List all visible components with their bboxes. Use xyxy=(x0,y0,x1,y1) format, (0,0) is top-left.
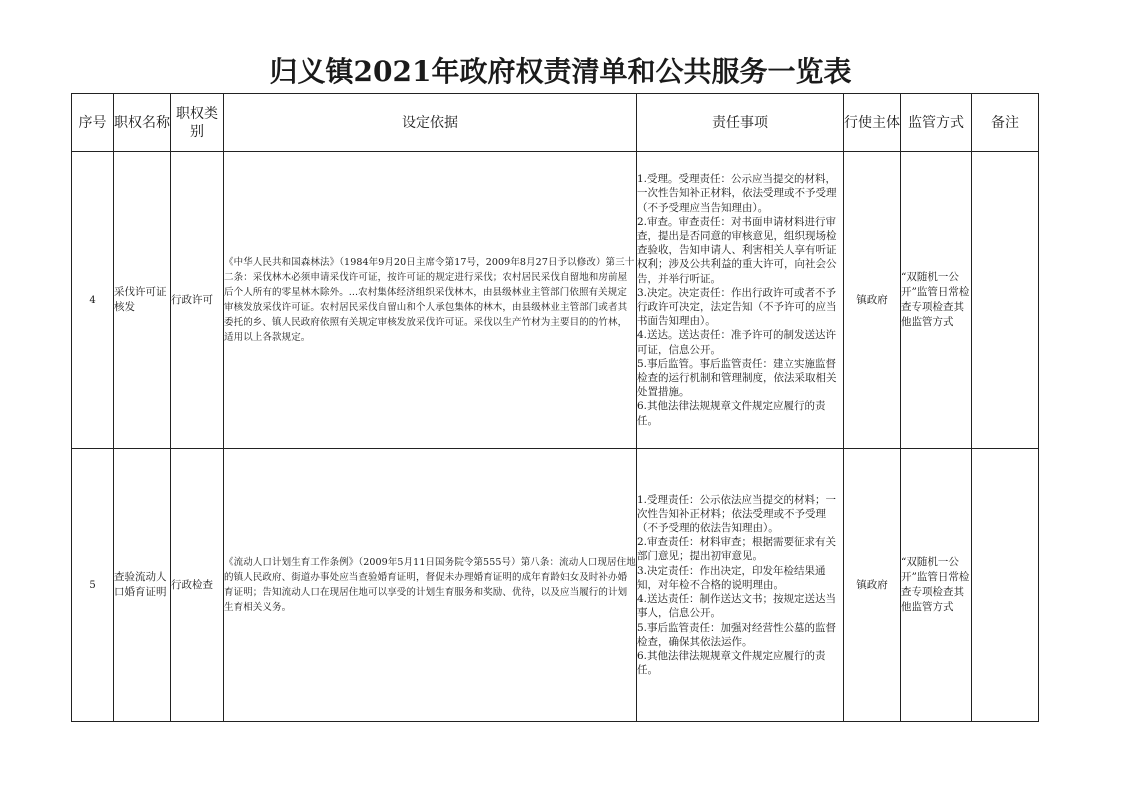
row-name: 采伐许可证核发 xyxy=(114,152,171,449)
header-category: 职权类别 xyxy=(171,94,224,152)
duty-item: 1.受理。受理责任：公示应当提交的材料，一次性告知补正材料，依法受理或不予受理（不予受理应当告知理由）。 xyxy=(637,173,837,214)
table-header-row xyxy=(72,94,1039,152)
row-agency: 镇政府 xyxy=(844,152,901,449)
row-basis: 《中华人民共和国森林法》（1984年9月20日主席令第17号，2009年8月27日予以修改）第三十二条：采伐林木必须申请采伐许可证，按许可证的规定进行采伐；农村居民采伐自留地和房前屋后个人所有的零星林木除外。...农村集体经济组织采伐林木，由县级林业主管部门依照有关规定审核发放采伐许可证。农村居民采伐自留山和个人承包集体的林木，由县级林业主管部门或者其委托的乡、镇人民政府依照有关规定审核发放采伐许可证。采伐以生产竹材为主要目的的竹林，适用以上各款规定。 xyxy=(224,152,637,449)
row-remarks xyxy=(972,152,1039,449)
duty-item: 2.审查责任：材料审查；根据需要征求有关部门意见；提出初审意见。 xyxy=(637,536,837,563)
duty-item: 2.审查。审查责任：对书面申请材料进行审查，提出是否同意的审核意见，组织现场检查验收，告知申请人、利害相关人享有听证权利；涉及公共利益的重大许可，向社会公告，并举行听证。 xyxy=(637,215,837,285)
table-row xyxy=(72,449,1039,722)
duty-item: 6.其他法律法规规章文件规定应履行的责任。 xyxy=(637,400,826,427)
header-basis: 设定依据 xyxy=(224,94,637,152)
duty-item: 3.决定。决定责任：作出行政许可或者不予行政许可决定，法定告知（不予许可的应当书面告知理由）。 xyxy=(637,286,837,328)
duty-item: 6.其他法律法规规章文件规定应履行的责任。 xyxy=(637,649,826,677)
row-agency: 镇政府 xyxy=(844,449,901,722)
header-index: 序号 xyxy=(72,94,114,152)
row-supervision: “双随机一公开”监管日常检查专项检查其他监管方式 xyxy=(901,449,972,722)
row-duties xyxy=(637,449,844,722)
duty-item: 3.决定责任：作出决定，印发年检结果通知，对年检不合格的说明理由。 xyxy=(637,564,826,591)
table-row xyxy=(72,152,1039,449)
row-category: 行政检查 xyxy=(171,449,224,722)
row-category: 行政许可 xyxy=(171,152,224,449)
row-basis: 《流动人口计划生育工作条例》（2009年5月11日国务院令第555号）第八条：流动人口现居住地的镇人民政府、街道办事处应当查验婚育证明，督促未办理婚育证明的成年育龄妇女及时补办婚育证明；告知流动人口在现居住地可以享受的计划生育服务和奖励、优待，以及应当履行的计划生育相关义务。 xyxy=(224,449,637,722)
duty-item: 5.事后监管。事后监管责任：建立实施监督检查的运行机制和管理制度，依法采取相关处置措施。 xyxy=(637,357,837,399)
duty-item: 1.受理责任：公示依法应当提交的材料；一次性告知补正材料；依法受理或不予受理（不予受理的依法告知理由）。 xyxy=(637,493,837,535)
header-remarks: 备注 xyxy=(972,94,1039,152)
row-supervision: “双随机一公开”监管日常检查专项检查其他监管方式 xyxy=(901,152,972,449)
duty-item: 5.事后监管责任：加强对经营性公墓的监督检查，确保其依法运作。 xyxy=(637,621,837,648)
row-name: 查验流动人口婚育证明 xyxy=(114,449,171,722)
responsibility-table xyxy=(71,93,1039,722)
row-index: 4 xyxy=(72,152,114,449)
document-title: 归义镇2021年政府权责清单和公共服务一览表 xyxy=(269,55,852,88)
duty-item: 4.送达。送达责任：准予许可的制发送达许可证，信息公开。 xyxy=(637,329,837,356)
row-remarks xyxy=(972,449,1039,722)
row-duties xyxy=(637,152,844,449)
header-supervision: 监管方式 xyxy=(901,94,972,152)
header-duties: 责任事项 xyxy=(637,94,844,152)
row-index: 5 xyxy=(72,449,114,722)
header-agency: 行使主体 xyxy=(844,94,901,152)
duty-item: 4.送达责任：制作送达文书；按规定送达当事人，信息公开。 xyxy=(637,593,837,620)
header-name: 职权名称 xyxy=(114,94,171,152)
